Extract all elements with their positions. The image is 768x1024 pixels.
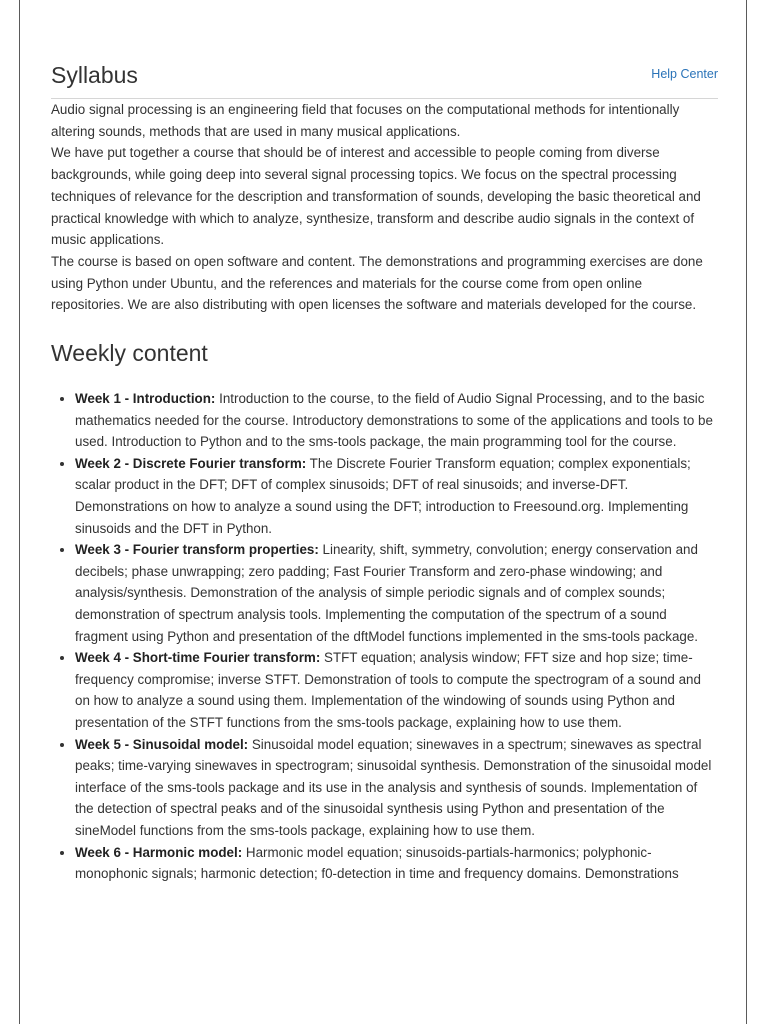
week-label: Week 6 - Harmonic model:	[75, 844, 243, 860]
intro-paragraph-1: Audio signal processing is an engineering field that focuses on the computational methods for intentionally altering sounds, methods that are used in many musical applications.	[51, 102, 680, 139]
week-item	[75, 842, 718, 885]
weekly-content-list	[51, 388, 718, 885]
week-label: Week 3 - Fourier transform properties:	[75, 542, 319, 558]
week-description: Linearity, shift, symmetry, convolution; energy conservation and decibels; phase unwrapping; zero padding; Fast Fourier Transform and zero-phase windowing; and analysis/synthesis. Demonstration of the analysis of simple periodic signals and of complex sounds; demonstration of spectrum analysis tools. Implementing the computation of the spectrum of a sound fragment using Python and presentation of the dftModel functions implemented in the sms-tools package.	[75, 542, 699, 644]
week-item	[75, 388, 718, 453]
page-title: Syllabus	[51, 62, 138, 88]
week-item	[75, 647, 718, 733]
week-item	[75, 539, 718, 647]
week-description: Sinusoidal model equation; sinewaves in a spectrum; sinewaves as spectral peaks; time-varying sinewaves in spectrogram; sinusoidal synthesis. Demonstration of the sinusoidal model interface of the sms-tools package and its use in the analysis and synthesis of sounds. Implementation of the detection of spectral peaks and of the sinusoidal synthesis using Python and presentation of the sineModel functions from the sms-tools package, explaining how to use them.	[75, 736, 712, 838]
intro-paragraph-2: We have put together a course that should be of interest and accessible to people coming from diverse backgrounds, while going deep into several signal processing topics. We focus on the spectral processing techniques of relevance for the description and transformation of sounds, developing the basic theoretical and practical knowledge with which to analyze, synthesize, transform and describe audio signals in the context of music applications.	[51, 145, 701, 248]
syllabus-content	[51, 60, 718, 885]
syllabus-header	[51, 60, 718, 99]
intro-paragraph-3: The course is based on open software and content. The demonstrations and programming exercises are done using Python under Ubuntu, and the references and materials for the course come from open online repositories. We are also distributing with open licenses the software and materials developed for the course.	[51, 253, 703, 313]
week-description: Introduction to the course, to the field of Audio Signal Processing, and to the basic mathematics needed for the course. Introductory demonstrations to some of the applications and tools to be used. Introduction to Python and to the sms-tools package, the main programming tool for the course.	[75, 391, 713, 450]
week-description: STFT equation; analysis window; FFT size and hop size; time-frequency compromise; inverse STFT. Demonstration of tools to compute the spectrogram of a sound and on how to analyze a sound using them. Implementation of the windowing of sounds using Python and presentation of the STFT functions from the sms-tools package, explaining how to use them.	[75, 650, 701, 730]
week-label: Week 2 - Discrete Fourier transform:	[75, 455, 307, 471]
week-description: Harmonic model equation; sinusoids-partials-harmonics; polyphonic-monophonic signals; harmonic detection; f0-detection in time and frequency domains. Demonstrations	[75, 844, 679, 882]
help-center-link[interactable]: Help Center	[651, 67, 718, 81]
week-label: Week 4 - Short-time Fourier transform:	[75, 650, 321, 666]
page-frame	[19, 0, 747, 1024]
weekly-content-heading: Weekly content	[51, 340, 208, 367]
week-label: Week 5 - Sinusoidal model:	[75, 736, 249, 752]
week-description: The Discrete Fourier Transform equation; complex exponentials; scalar product in the DFT; DFT of complex sinusoids; DFT of real sinusoids; and inverse-DFT. Demonstrations on how to analyze a sound using the DFT; introduction to Freesound.org. Implementing sinusoids and the DFT in Python.	[75, 455, 691, 536]
week-item	[75, 453, 718, 539]
week-label: Week 1 - Introduction:	[75, 391, 216, 407]
week-item	[75, 734, 718, 842]
